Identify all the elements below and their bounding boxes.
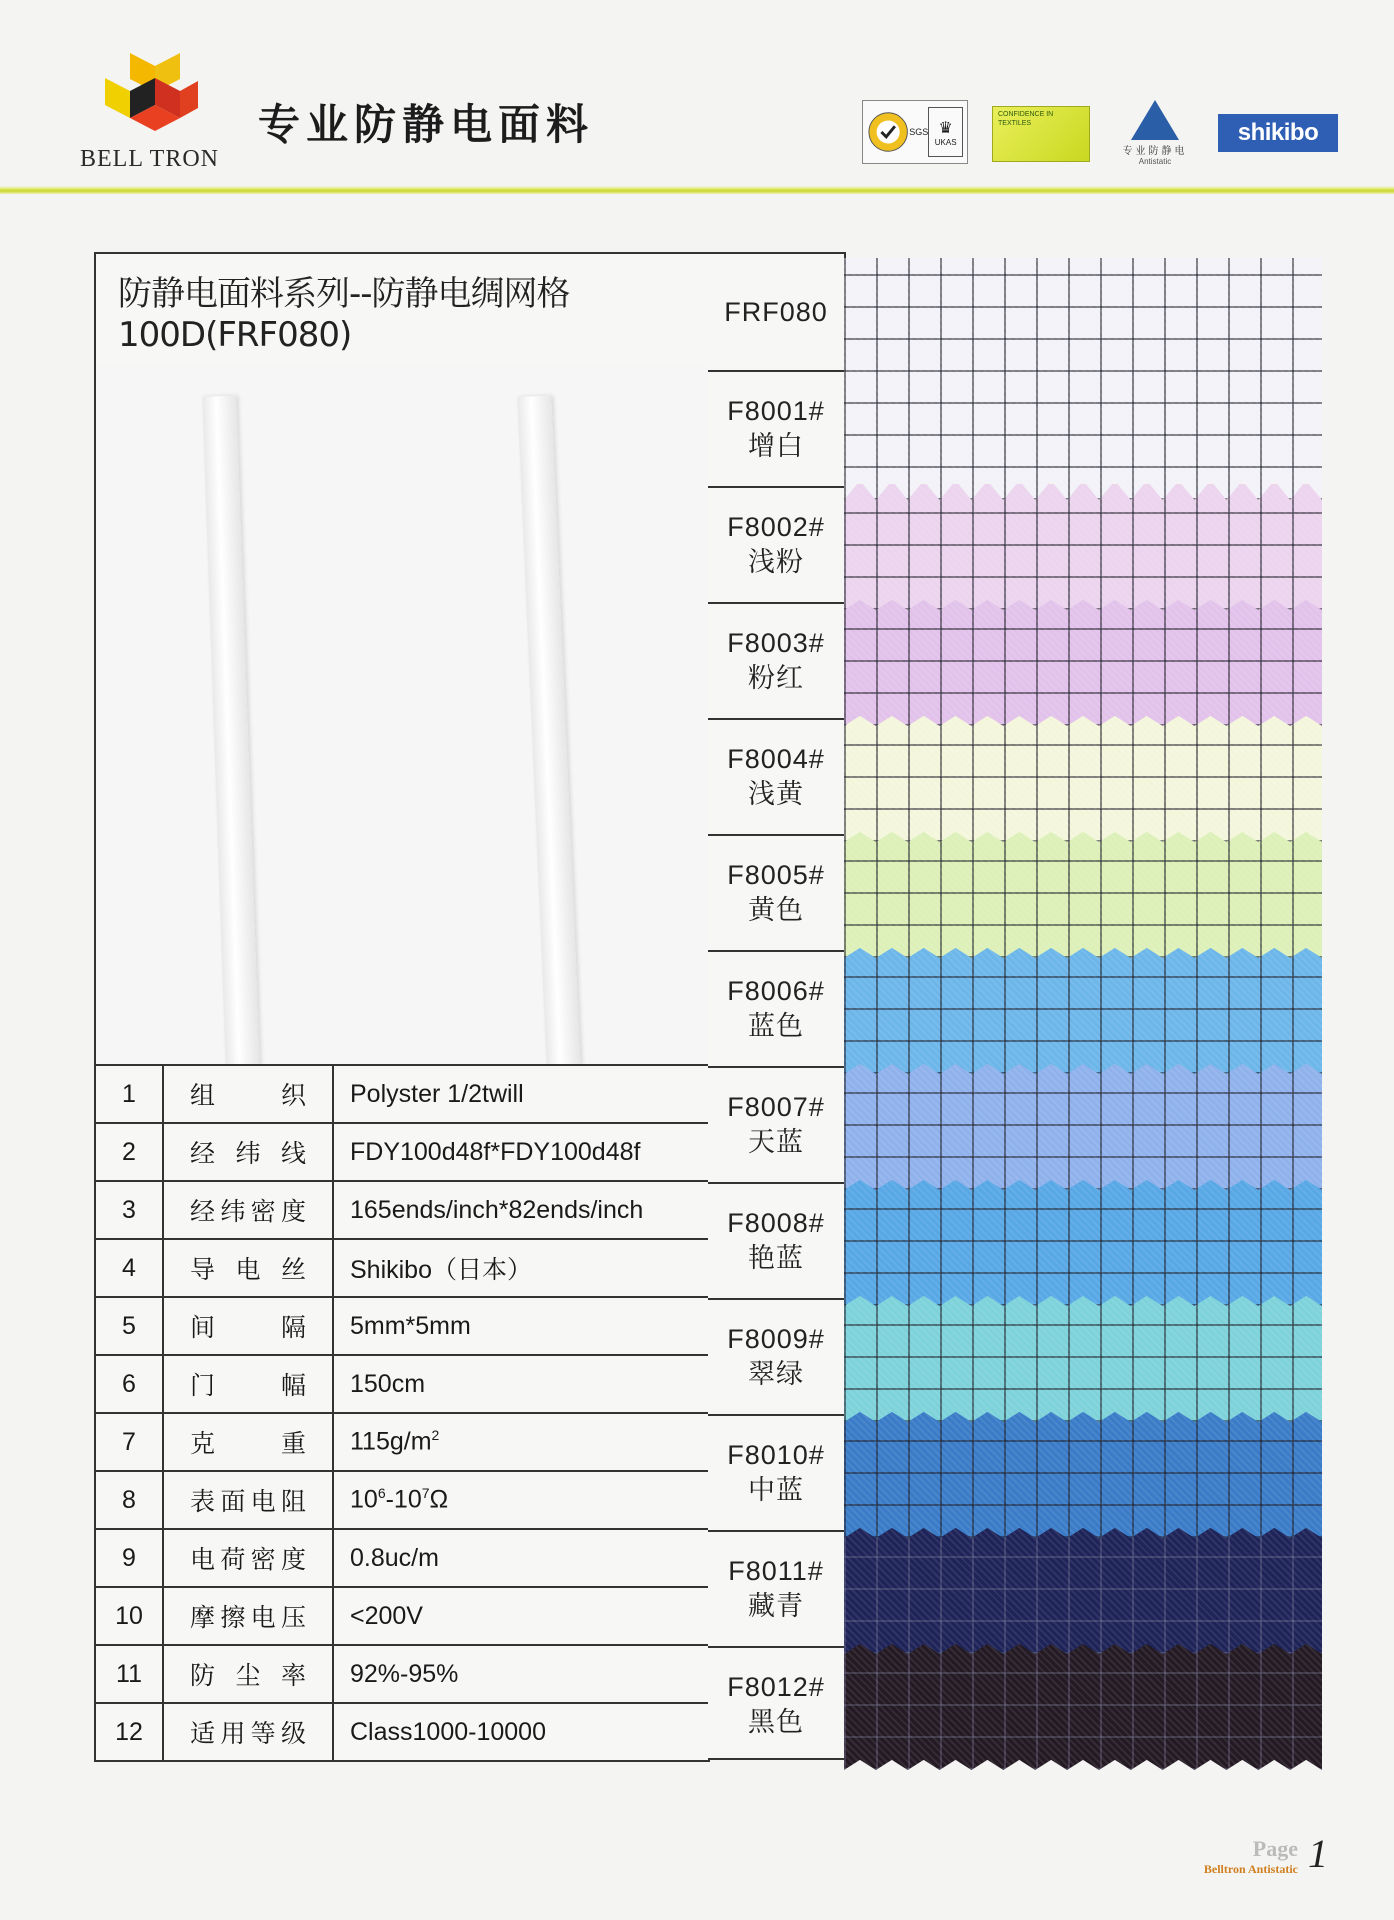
spec-value-base: 115g/m [350, 1427, 432, 1456]
product-code-cell [708, 254, 844, 370]
crown-icon: ♛ [938, 119, 953, 137]
sgs-label: SGS [909, 127, 929, 137]
color-code-cell [708, 370, 844, 486]
twill-texture [844, 1180, 1322, 1306]
color-swatch [844, 832, 1322, 958]
spec-label: 克重 [163, 1413, 333, 1471]
twill-texture [844, 716, 1322, 842]
color-swatch [844, 258, 1322, 500]
twill-texture [844, 258, 1322, 500]
color-code: F8008# [727, 1208, 825, 1238]
twill-texture [844, 1296, 1322, 1422]
color-name: 蓝色 [748, 1011, 804, 1042]
spec-value: FDY100d48f*FDY100d48f [333, 1123, 709, 1181]
spec-value-part: 10 [350, 1485, 378, 1514]
spec-number: 5 [95, 1297, 163, 1355]
color-code-cell [708, 834, 844, 950]
spec-value-part: Ω [429, 1485, 449, 1514]
spec-label: 经纬密度 [163, 1181, 333, 1239]
spec-number: 6 [95, 1355, 163, 1413]
esd-triangle-icon [1131, 100, 1179, 140]
color-code: F8006# [727, 976, 825, 1006]
spec-value: 5mm*5mm [333, 1297, 709, 1355]
spec-label: 经纬线 [163, 1123, 333, 1181]
spec-value [333, 1413, 709, 1471]
product-sheet [94, 252, 1324, 1760]
color-name: 翠绿 [748, 1359, 804, 1390]
spec-row [95, 1645, 709, 1703]
spec-value: Class1000-10000 [333, 1703, 709, 1761]
spec-label: 导电丝 [163, 1239, 333, 1297]
color-name: 艳蓝 [748, 1243, 804, 1274]
header-divider [0, 186, 1394, 194]
spec-value-part: 7 [421, 1485, 430, 1502]
spec-value: 0.8uc/m [333, 1529, 709, 1587]
belltron-logo-icon [100, 48, 200, 138]
sample-photo [94, 366, 710, 1066]
color-code: F8004# [727, 744, 825, 774]
esd-sublabel: Antistatic [1138, 157, 1172, 166]
spec-label: 组织 [163, 1065, 333, 1123]
twill-texture [844, 1412, 1322, 1538]
spec-value: 165ends/inch*82ends/inch [333, 1181, 709, 1239]
color-swatch [844, 716, 1322, 842]
color-swatch [844, 484, 1322, 610]
color-swatches [844, 258, 1322, 1758]
spec-row [95, 1181, 709, 1239]
color-code: F8002# [727, 512, 825, 542]
color-code: F8001# [727, 396, 825, 426]
oeko-label: CONFIDENCE IN TEXTILES [998, 111, 1054, 127]
spec-value: <200V [333, 1587, 709, 1645]
page-header [0, 0, 1394, 200]
spec-label: 表面电阻 [163, 1471, 333, 1529]
twill-texture [844, 600, 1322, 726]
color-name: 黄色 [748, 895, 804, 926]
color-code-cell [708, 602, 844, 718]
product-title: 防静电面料系列--防静电绸网格100D(FRF080) [94, 252, 710, 368]
product-code: FRF080 [724, 297, 828, 327]
spec-row [95, 1587, 709, 1645]
page-footer [1204, 1830, 1328, 1877]
color-code-cell [708, 486, 844, 602]
shikibo-label: shikibo [1237, 119, 1319, 146]
spec-row [95, 1239, 709, 1297]
color-swatch [844, 1296, 1322, 1422]
color-name: 增白 [748, 431, 804, 462]
color-code-cell [708, 1066, 844, 1182]
spec-row [95, 1703, 709, 1761]
color-code: F8007# [727, 1092, 825, 1122]
spec-value-part: -10 [385, 1485, 422, 1514]
fabric-strip [202, 396, 259, 1066]
color-name: 浅黄 [748, 779, 804, 810]
spec-row [95, 1123, 709, 1181]
page-word: Page [1252, 1836, 1298, 1861]
spec-label: 防尘率 [163, 1645, 333, 1703]
spec-label: 适用等级 [163, 1703, 333, 1761]
color-code: F8011# [728, 1556, 824, 1586]
esd-cert [1112, 100, 1198, 164]
spec-value: 150cm [333, 1355, 709, 1413]
spec-value: 92%-95% [333, 1645, 709, 1703]
color-code-cell [708, 1530, 844, 1646]
logo-text: BELL TRON [80, 146, 219, 172]
color-code-cell [708, 1298, 844, 1414]
color-code-cell [708, 1646, 844, 1762]
color-swatch [844, 1644, 1322, 1770]
twill-texture [844, 832, 1322, 958]
spec-value-part: 6 [377, 1485, 386, 1502]
color-code-cell [708, 1182, 844, 1298]
page-title: 专业防静电面料 [258, 100, 595, 149]
spec-number: 11 [95, 1645, 163, 1703]
color-code: F8003# [727, 628, 825, 658]
spec-row [95, 1413, 709, 1471]
spec-row [95, 1355, 709, 1413]
sgs-icon [867, 110, 909, 154]
twill-texture [844, 1644, 1322, 1770]
twill-texture [844, 948, 1322, 1074]
color-name: 浅粉 [748, 547, 804, 578]
color-swatch [844, 1412, 1322, 1538]
spec-number: 8 [95, 1471, 163, 1529]
color-swatch [844, 1528, 1322, 1654]
twill-texture [844, 484, 1322, 610]
oeko-tex-cert [992, 106, 1090, 162]
spec-table [94, 1064, 710, 1762]
spec-label: 间隔 [163, 1297, 333, 1355]
ukas-badge [928, 107, 963, 157]
spec-number: 3 [95, 1181, 163, 1239]
spec-label: 电荷密度 [163, 1529, 333, 1587]
color-code-cell [708, 718, 844, 834]
color-name: 黑色 [748, 1707, 804, 1738]
spec-row [95, 1529, 709, 1587]
spec-number: 4 [95, 1239, 163, 1297]
page-number: 1 [1308, 1831, 1328, 1876]
color-name: 天蓝 [748, 1127, 804, 1158]
color-code-column [708, 252, 846, 1760]
color-code: F8009# [727, 1324, 825, 1354]
color-name: 粉红 [748, 663, 804, 694]
spec-number: 1 [95, 1065, 163, 1123]
spec-number: 9 [95, 1529, 163, 1587]
color-code: F8010# [727, 1440, 825, 1470]
color-swatch [844, 1064, 1322, 1190]
sgs-ukas-cert [862, 100, 968, 164]
spec-row [95, 1065, 709, 1123]
twill-texture [844, 1064, 1322, 1190]
color-swatch [844, 1180, 1322, 1306]
color-swatch [844, 948, 1322, 1074]
spec-number: 2 [95, 1123, 163, 1181]
spec-row [95, 1471, 709, 1529]
ukas-label: UKAS [934, 137, 957, 147]
color-code: F8005# [727, 860, 825, 890]
spec-value: Shikibo（日本） [333, 1239, 709, 1297]
spec-value: Polyster 1/2twill [333, 1065, 709, 1123]
spec-row [95, 1297, 709, 1355]
spec-label: 摩擦电压 [163, 1587, 333, 1645]
color-code-cell [708, 950, 844, 1066]
color-code-cell [708, 1414, 844, 1530]
spec-number: 12 [95, 1703, 163, 1761]
spec-value-sup: 2 [431, 1427, 440, 1444]
color-name: 藏青 [748, 1591, 804, 1622]
footer-subtitle: Belltron Antistatic [1203, 1862, 1298, 1876]
spec-value [333, 1471, 709, 1529]
spec-label: 门幅 [163, 1355, 333, 1413]
shikibo-logo [1218, 114, 1338, 152]
color-swatch [844, 600, 1322, 726]
esd-label: 专业防静电 [1122, 146, 1188, 157]
color-name: 中蓝 [748, 1475, 804, 1506]
color-code: F8012# [727, 1672, 825, 1702]
fabric-strip [517, 396, 580, 1066]
twill-texture [844, 1528, 1322, 1654]
spec-number: 10 [95, 1587, 163, 1645]
spec-number: 7 [95, 1413, 163, 1471]
